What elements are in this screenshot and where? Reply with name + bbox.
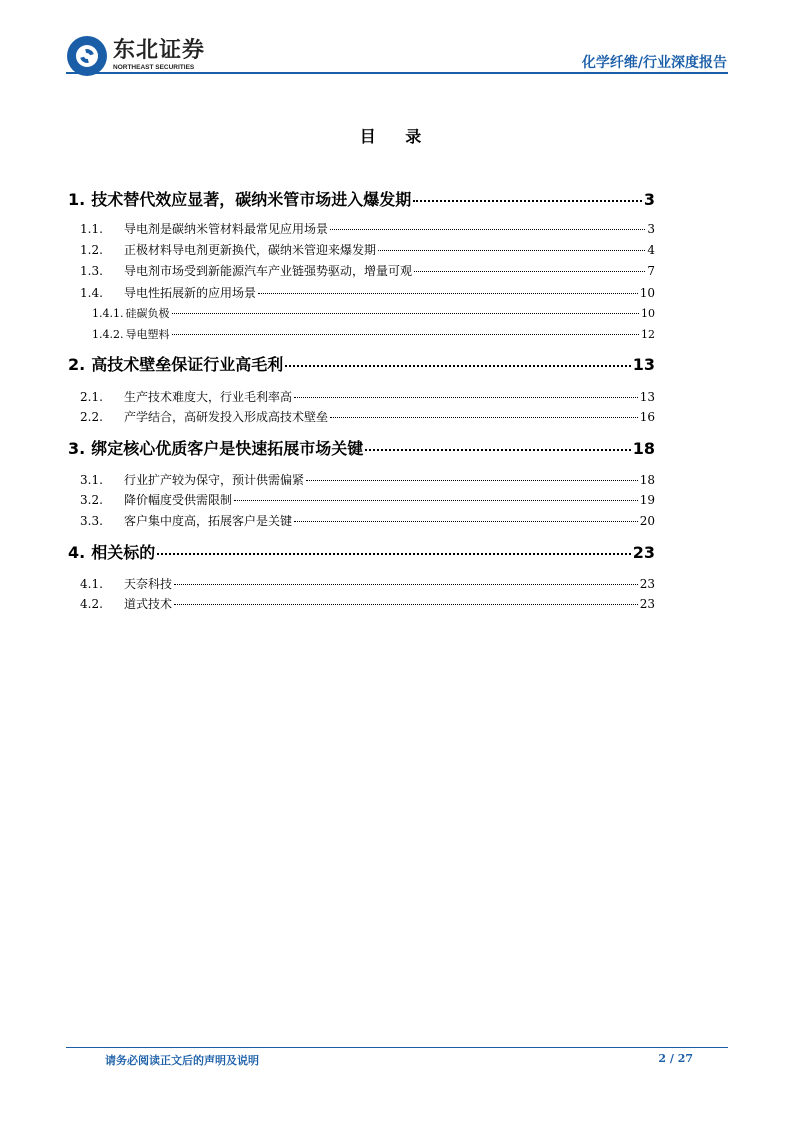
toc-entry[interactable]	[68, 352, 655, 375]
toc-entry-title: 道式技术	[124, 597, 173, 611]
toc-entry-page: 10	[639, 286, 655, 300]
toc-entry-title: 技术替代效应显著，碳纳米管市场进入爆发期	[91, 190, 412, 209]
toc-entry-number: 1.4.2.	[92, 328, 124, 341]
toc-entry-number: 1.3.	[80, 264, 103, 278]
dot-leader	[234, 500, 638, 501]
toc-entry[interactable]	[80, 262, 655, 279]
toc-entry-page: 18	[632, 439, 655, 458]
toc-entry-title: 正极材料导电剂更新换代，碳纳米管迎来爆发期	[124, 243, 377, 257]
toc-entry-page: 10	[641, 307, 655, 320]
toc-entry-page: 3	[643, 190, 655, 209]
logo-en: NORTHEAST SECURITIES	[113, 64, 195, 71]
toc-entry-number: 1.4.1.	[92, 307, 124, 320]
toc-entry-page: 23	[639, 597, 655, 611]
dot-leader	[365, 449, 631, 451]
report-type: 化学纤维/行业深度报告	[581, 55, 727, 71]
toc-entry-number: 4.1.	[80, 577, 103, 591]
toc-entry-number: 1.1.	[80, 222, 103, 236]
toc-entry[interactable]	[80, 512, 655, 529]
toc-entry[interactable]	[80, 575, 655, 592]
toc-entry[interactable]	[80, 408, 655, 425]
toc-entry-title: 导电剂是碳纳米管材料最常见应用场景	[124, 222, 329, 236]
toc-entry-title: 相关标的	[91, 543, 156, 562]
toc-entry[interactable]	[80, 595, 655, 612]
toc-entry-title: 行业扩产较为保守，预计供需偏紧	[124, 473, 305, 487]
toc-entry-page: 23	[632, 543, 655, 562]
dot-leader	[258, 293, 638, 294]
toc-entry-page: 20	[639, 514, 655, 528]
toc-entry[interactable]	[80, 471, 655, 488]
dot-leader	[306, 480, 638, 481]
dot-leader	[294, 521, 638, 522]
toc-entry-title: 绑定核心优质客户是快速拓展市场关键	[91, 439, 364, 458]
toc-entry[interactable]	[68, 540, 655, 563]
toc-entry[interactable]	[80, 241, 655, 258]
toc-entry-number: 2.1.	[80, 390, 103, 404]
toc-entry-number: 3.3.	[80, 514, 103, 528]
dot-leader	[378, 250, 645, 251]
toc-entry-title: 高技术壁垒保证行业高毛利	[91, 355, 284, 374]
logo-icon	[67, 36, 107, 76]
toc-entry[interactable]	[80, 284, 655, 301]
dot-leader	[174, 584, 638, 585]
dot-leader	[294, 397, 638, 398]
footer-disclaimer: 请务必阅读正文后的声明及说明	[105, 1054, 259, 1067]
dot-leader	[413, 200, 642, 202]
toc-entry[interactable]	[80, 388, 655, 405]
footer-rule	[66, 1047, 728, 1048]
dot-leader	[330, 417, 638, 418]
toc-entry[interactable]	[92, 326, 655, 342]
toc-entry[interactable]	[80, 491, 655, 508]
toc-entry-title: 天奈科技	[124, 577, 173, 591]
toc-entry[interactable]	[80, 220, 655, 237]
dot-leader	[414, 271, 645, 272]
logo-cn: 东北证券	[113, 38, 206, 63]
toc-entry[interactable]	[68, 436, 655, 459]
toc-entry-number: 3.2.	[80, 493, 103, 507]
toc-entry-page: 3	[647, 222, 655, 236]
toc-entry-page: 16	[639, 410, 655, 424]
toc-entry-page: 4	[647, 243, 655, 257]
toc-entry-page: 23	[639, 577, 655, 591]
dot-leader	[330, 229, 645, 230]
toc-entry[interactable]	[92, 305, 655, 321]
toc-entry-number: 3.1.	[80, 473, 103, 487]
dot-leader	[157, 553, 631, 555]
toc-entry-page: 12	[641, 328, 655, 341]
toc-entry-number: 4.2.	[80, 597, 103, 611]
toc-entry-title: 生产技术难度大，行业毛利率高	[124, 390, 293, 404]
toc-entry-number: 1.2.	[80, 243, 103, 257]
dot-leader	[285, 365, 631, 367]
toc-entry-number: 2.2.	[80, 410, 103, 424]
dot-leader	[172, 334, 640, 335]
toc-entry-number: 4.	[68, 543, 86, 562]
toc-entry-number: 3.	[68, 439, 86, 458]
dot-leader	[172, 313, 640, 314]
header-rule	[66, 72, 728, 74]
toc-entry-page: 13	[639, 390, 655, 404]
toc-entry-page: 19	[639, 493, 655, 507]
toc-entry-number: 1.	[68, 190, 86, 209]
toc-entry-page: 13	[632, 355, 655, 374]
toc-entry-title: 降价幅度受供需限制	[124, 493, 233, 507]
toc-entry-title: 硅碳负极	[125, 307, 170, 320]
toc-entry-title: 产学结合，高研发投入形成高技术壁垒	[124, 410, 329, 424]
toc-entry-number: 2.	[68, 355, 86, 374]
dot-leader	[174, 604, 638, 605]
toc-entry-title: 客户集中度高，拓展客户是关键	[124, 514, 293, 528]
toc-entry-title: 导电塑料	[125, 328, 170, 341]
toc-entry-title: 导电剂市场受到新能源汽车产业链强势驱动，增量可观	[124, 264, 413, 278]
page-number: 2 / 27	[658, 1052, 693, 1065]
toc-entry-title: 导电性拓展新的应用场景	[124, 286, 257, 300]
company-logo	[67, 36, 205, 76]
toc-entry[interactable]	[68, 187, 655, 210]
toc-entry-number: 1.4.	[80, 286, 103, 300]
toc-entry-page: 7	[647, 264, 655, 278]
toc-title: 目 录	[359, 127, 434, 146]
toc-entry-page: 18	[639, 473, 655, 487]
